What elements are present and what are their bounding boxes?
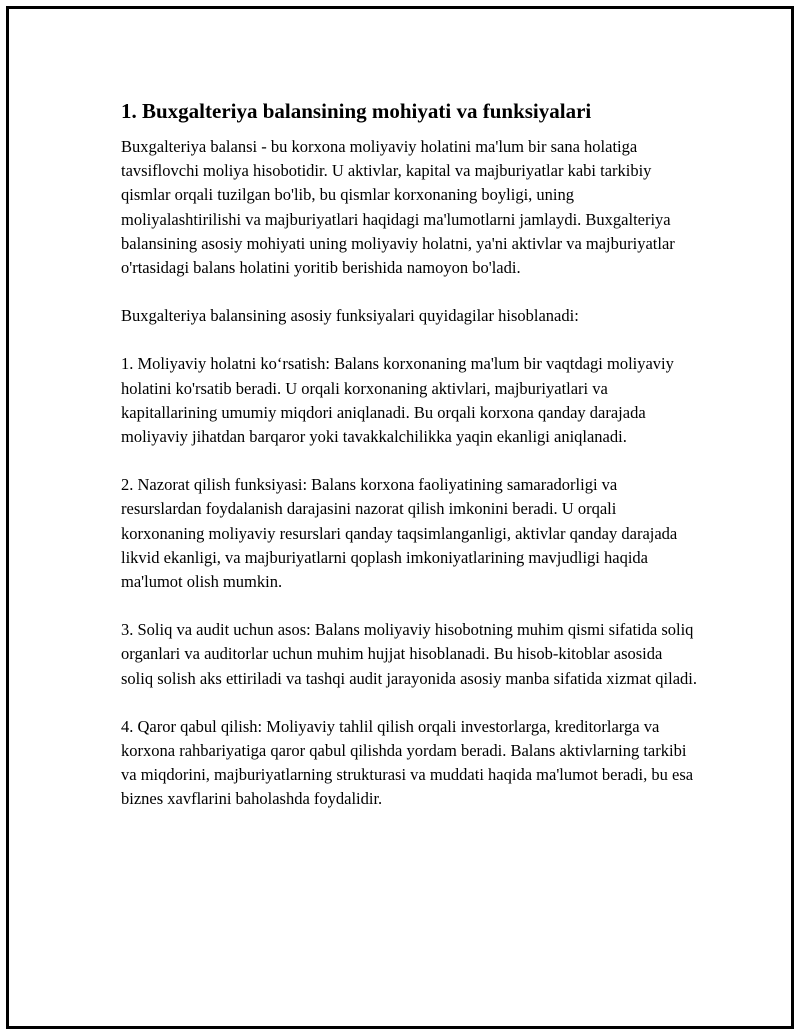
paragraph-function-4: 4. Qaror qabul qilish: Moliyaviy tahlil qilish orqali investorlarga, kreditorlarga va korxona rahbariyatiga qaror qabul qilishda yordam beradi. Balans aktivlarning tarkibi va miqdorini, majburiyatlarning strukturasi va muddati haqida ma'lumot beradi, bu esa biznes xavflarini baholashda foydalidir. bbox=[121, 716, 694, 809]
paragraph-definition: Buxgalteriya balansi - bu korxona moliyaviy holatini ma'lum bir sana holatiga tavsiflovchi moliya hisobotidir. U aktivlar, kapital va majburiyatlar kabi tarkibiy qismlar orqali tuzilgan bo'lib, bu qismlar korxonaning boyligi, uning moliyalashtirilishi va majburiyatlari haqidagi ma'lumotlarni jamlaydi. Buxgalteriya balansining asosiy mohiyati uning moliyaviy holatni, ya'ni aktivlar va majburiyatlar o'rtasidagi balans holatini yoritib berishida namoyon bo'ladi. bbox=[121, 137, 675, 278]
page-border bbox=[6, 6, 794, 1029]
paragraph-function-3: 3. Soliq va audit uchun asos: Balans moliyaviy hisobotning muhim qismi sifatida soliq organlari va auditorlar uchun muhim hujjat hisoblanadi. Bu hisob-kitoblar asosida soliq solish aks ettiriladi va tashqi audit jarayonida asosiy manba sifatida xizmat qiladi. bbox=[121, 620, 698, 688]
section-heading: 1. Buxgalteriya balansining mohiyati va funksiyalari bbox=[121, 99, 592, 123]
paragraph-function-1: 1. Moliyaviy holatni ko‘rsatish: Balans korxonaning ma'lum bir vaqtdagi moliyaviy holatini ko'rsatib beradi. U orqali korxonaning aktivlari, majburiyatlari va kapitallarining umumiy miqdori aniqlanadi. Bu orqali korxona qanday darajada moliyaviy jihatdan barqaror yoki tavakkalchilikka yaqin ekanligi aniqlanadi. bbox=[121, 354, 674, 447]
paragraph-functions-intro: Buxgalteriya balansining asosiy funksiyalari quyidagilar hisoblanadi: bbox=[121, 306, 579, 326]
paragraph-function-2: 2. Nazorat qilish funksiyasi: Balans korxona faoliyatining samaradorligi va resurslardan foydalanish darajasini nazorat qilish imkonini beradi. U orqali korxonaning moliyaviy resurslari qanday taqsimlanganligi, aktivlar qanday darajada likvid ekanligi, va majburiyatlarni qoplash imkoniyatlarining mavjudligi haqida ma'lumot olish mumkin. bbox=[121, 475, 678, 592]
document-body bbox=[121, 97, 697, 836]
